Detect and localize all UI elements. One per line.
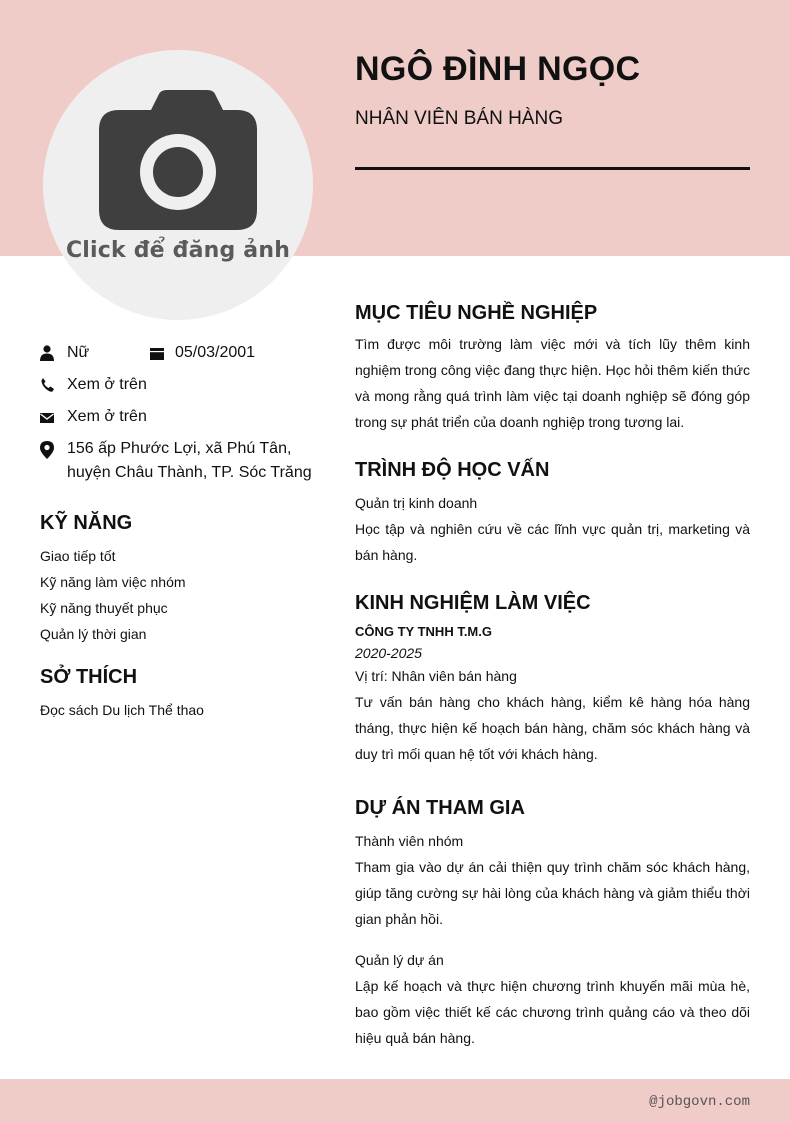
candidate-name: NGÔ ĐÌNH NGỌC xyxy=(355,50,641,88)
footer-watermark: @jobgovn.com xyxy=(649,1094,750,1110)
education-description: Học tập và nghiên cứu về các lĩnh vực quản trị, marketing và bán hàng. xyxy=(355,521,750,563)
education-heading: TRÌNH ĐỘ HỌC VẤN xyxy=(355,459,550,481)
hobbies-text: Đọc sách Du lịch Thể thao xyxy=(40,702,204,718)
skills-heading: KỸ NĂNG xyxy=(40,512,133,534)
objective-heading: MỤC TIÊU NGHỀ NGHIỆP xyxy=(355,302,598,324)
experience-section xyxy=(355,592,750,767)
objective-text: Tìm được môi trường làm việc mới và tích lũy thêm kinh nghiệm trong công việc đang thực hiện. Học hỏi thêm kiến thức và mong rằng quá trình làm việc tại doanh nghiệp sẽ đóng góp trong sự phát triển của doanh nghiệp trong tương lai. xyxy=(355,336,750,430)
address-line-1: 156 ấp Phước Lợi, xã Phú Tân, xyxy=(67,440,292,457)
skill-item: Quản lý thời gian xyxy=(40,626,147,642)
project-description: Tham gia vào dự án cải thiện quy trình chăm sóc khách hàng, giúp tăng cường sự hài lòng của khách hàng và giảm thiểu thời gian phản hồi. xyxy=(355,859,750,927)
gender-value: Nữ xyxy=(67,344,90,361)
experience-description: Tư vấn bán hàng cho khách hàng, kiểm kê hàng hóa hàng tháng, thực hiện kế hoạch bán hàng, chăm sóc khách hàng và duy trì mối quan hệ tốt với khách hàng. xyxy=(355,694,750,762)
hobbies-heading: SỞ THÍCH xyxy=(40,666,138,688)
job-title: NHÂN VIÊN BÁN HÀNG xyxy=(355,108,563,129)
photo-caption: Click để đăng ảnh xyxy=(65,238,291,263)
experience-position: Vị trí: Nhân viên bán hàng xyxy=(355,668,517,684)
photo-upload[interactable] xyxy=(43,50,313,320)
birthdate-value: 05/03/2001 xyxy=(175,344,256,361)
skill-item: Giao tiếp tốt xyxy=(40,548,116,564)
person-icon xyxy=(40,345,54,361)
skill-item: Kỹ năng làm việc nhóm xyxy=(40,574,186,590)
email-value: Xem ở trên xyxy=(67,408,147,425)
education-major: Quản trị kinh doanh xyxy=(355,495,478,511)
project-role: Thành viên nhóm xyxy=(355,833,464,849)
calendar-icon xyxy=(150,346,164,362)
title-divider xyxy=(355,167,750,170)
projects-section xyxy=(355,797,750,1051)
camera-icon xyxy=(97,90,259,232)
project-role: Quản lý dự án xyxy=(355,952,444,968)
project-description: Lập kế hoạch và thực hiện chương trình khuyến mãi mùa hè, bao gồm việc thiết kế các chương trình quảng cáo và theo dõi hiệu quả bán hàng. xyxy=(355,978,750,1046)
experience-period: 2020-2025 xyxy=(355,645,422,661)
objective-section xyxy=(355,302,750,435)
location-pin-icon xyxy=(40,441,54,459)
projects-heading: DỰ ÁN THAM GIA xyxy=(355,797,525,819)
education-section xyxy=(355,459,750,568)
experience-heading: KINH NGHIỆM LÀM VIỆC xyxy=(355,592,591,614)
mail-icon xyxy=(40,411,54,427)
phone-value: Xem ở trên xyxy=(67,376,147,393)
address-line-2: huyện Châu Thành, TP. Sóc Trăng xyxy=(67,464,312,481)
phone-icon xyxy=(40,377,54,393)
skill-item: Kỹ năng thuyết phục xyxy=(40,600,168,616)
experience-company: CÔNG TY TNHH T.M.G xyxy=(355,624,492,639)
